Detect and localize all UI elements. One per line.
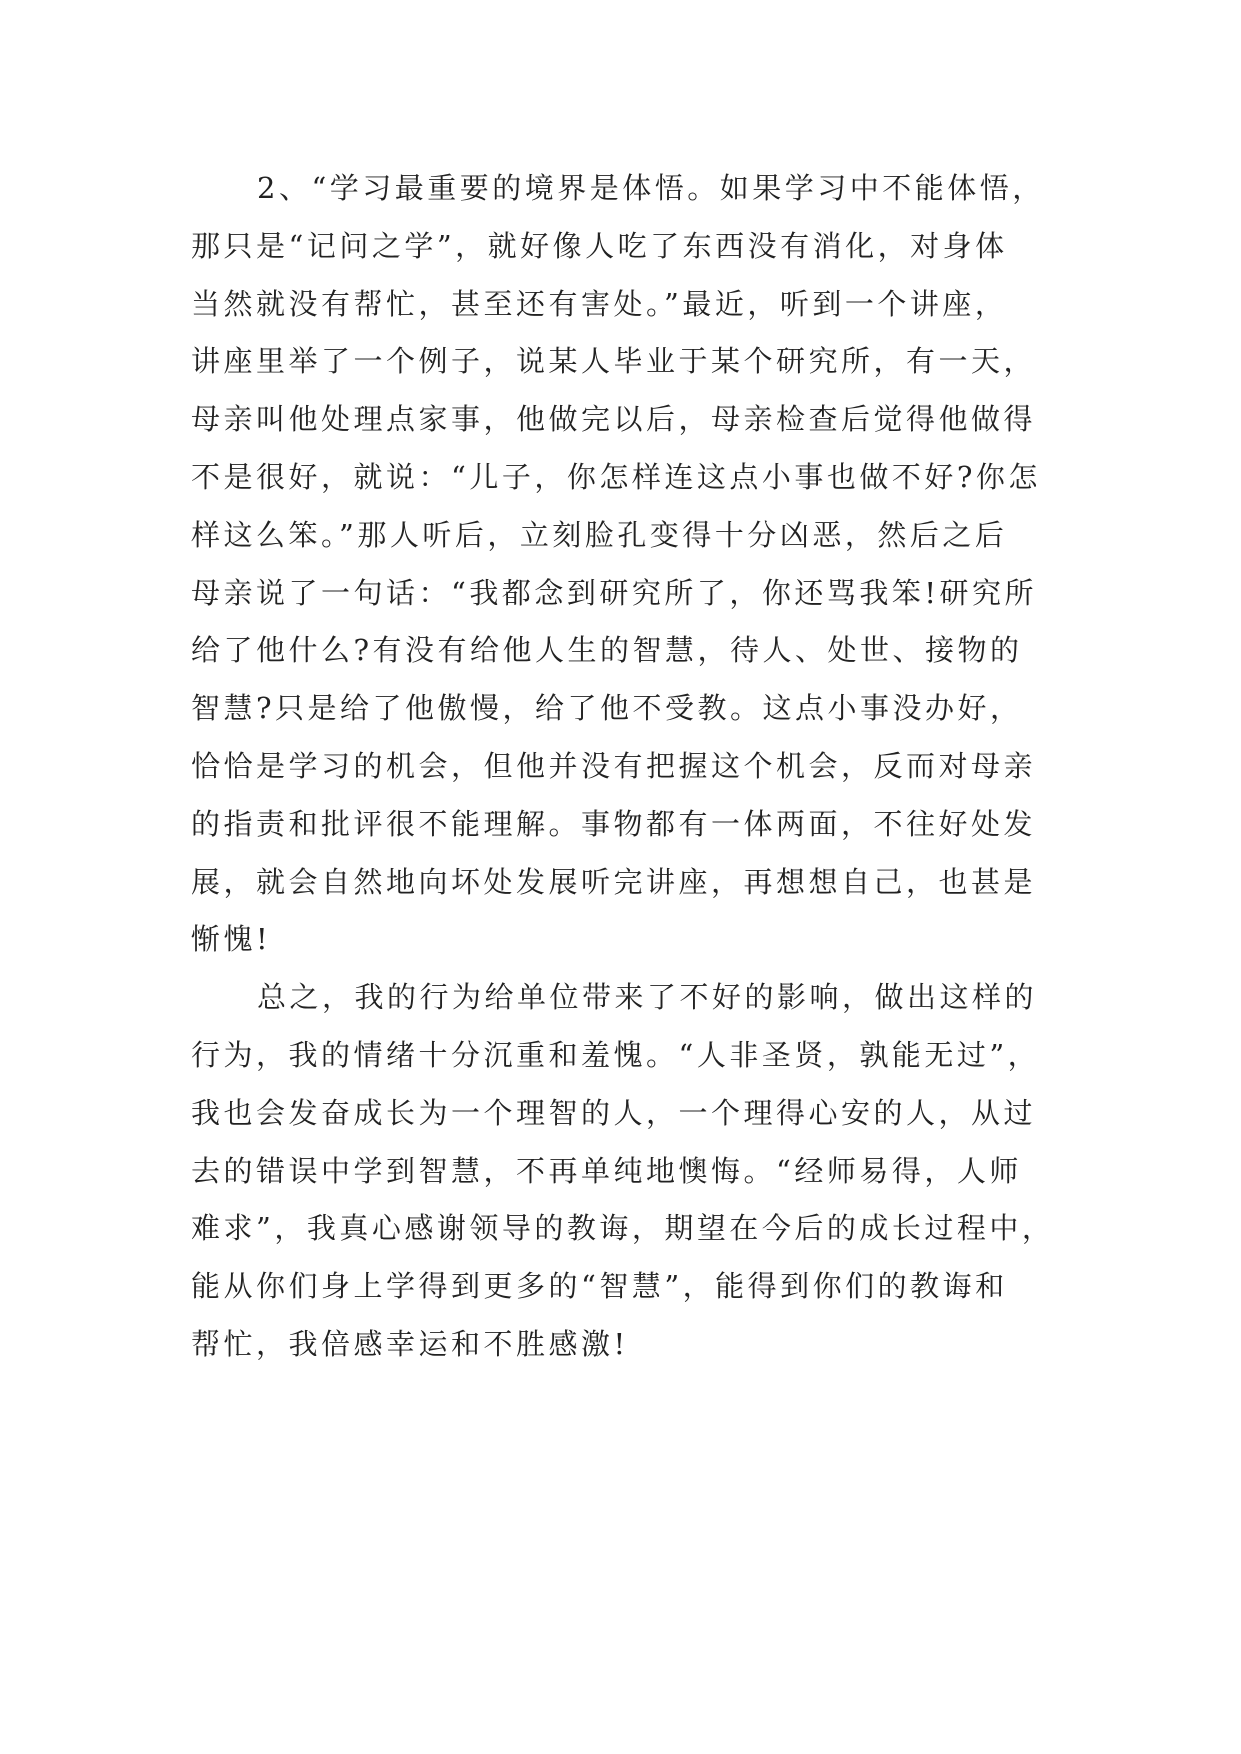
text-line: 总之，我的行为给单位带来了不好的影响，做出这样的 — [257, 980, 1038, 1015]
text-line: 母亲说了一句话：“我都念到研究所了，你还骂我笨!研究所 — [191, 575, 1037, 610]
text-line: 行为，我的情绪十分沉重和羞愧。“人非圣贤，孰能无过”， — [191, 1037, 1041, 1072]
text-line: 不是很好，就说：“儿子，你怎样连这点小事也做不好?你怎 — [191, 459, 1041, 494]
text-line: 惭愧! — [191, 922, 272, 957]
text-line: 母亲叫他处理点家事，他做完以后，母亲检查后觉得他做得 — [191, 402, 1037, 437]
text-line: 能从你们身上学得到更多的“智慧”，能得到你们的教诲和 — [191, 1269, 1008, 1304]
text-line: 我也会发奋成长为一个理智的人，一个理得心安的人，从过 — [191, 1095, 1037, 1130]
text-line: 帮忙，我倍感幸运和不胜感激! — [191, 1326, 629, 1361]
text-line: 那只是“记问之学”，就好像人吃了东西没有消化，对身体 — [191, 228, 1008, 263]
text-line: 智慧?只是给了他傲慢，给了他不受教。这点小事没办好， — [191, 691, 1023, 726]
text-line: 的指责和批评很不能理解。事物都有一体两面，不往好处发 — [191, 806, 1037, 841]
text-line: 展，就会自然地向坏处发展听完讲座，再想想自己，也甚是 — [191, 864, 1037, 899]
text-line: 难求”，我真心感谢领导的教诲，期望在今后的成长过程中， — [191, 1211, 1055, 1246]
paragraph-1 — [191, 160, 1071, 969]
text-line: 给了他什么?有没有给他人生的智慧，待人、处世、接物的 — [191, 633, 1023, 668]
text-line: 恰恰是学习的机会，但他并没有把握这个机会，反而对母亲 — [191, 748, 1037, 783]
paragraph-2 — [191, 969, 1071, 1374]
document-body — [191, 160, 1071, 1374]
text-line: 2、“学习最重要的境界是体悟。如果学习中不能体悟， — [257, 171, 1045, 205]
text-line: 样这么笨。”那人听后，立刻脸孔变得十分凶恶，然后之后 — [191, 517, 1008, 552]
text-line: 讲座里举了一个例子，说某人毕业于某个研究所，有一天， — [191, 344, 1037, 379]
text-line: 当然就没有帮忙，甚至还有害处。”最近，听到一个讲座， — [191, 286, 1008, 321]
text-line: 去的错误中学到智慧，不再单纯地懊悔。“经师易得，人师 — [191, 1153, 1022, 1188]
